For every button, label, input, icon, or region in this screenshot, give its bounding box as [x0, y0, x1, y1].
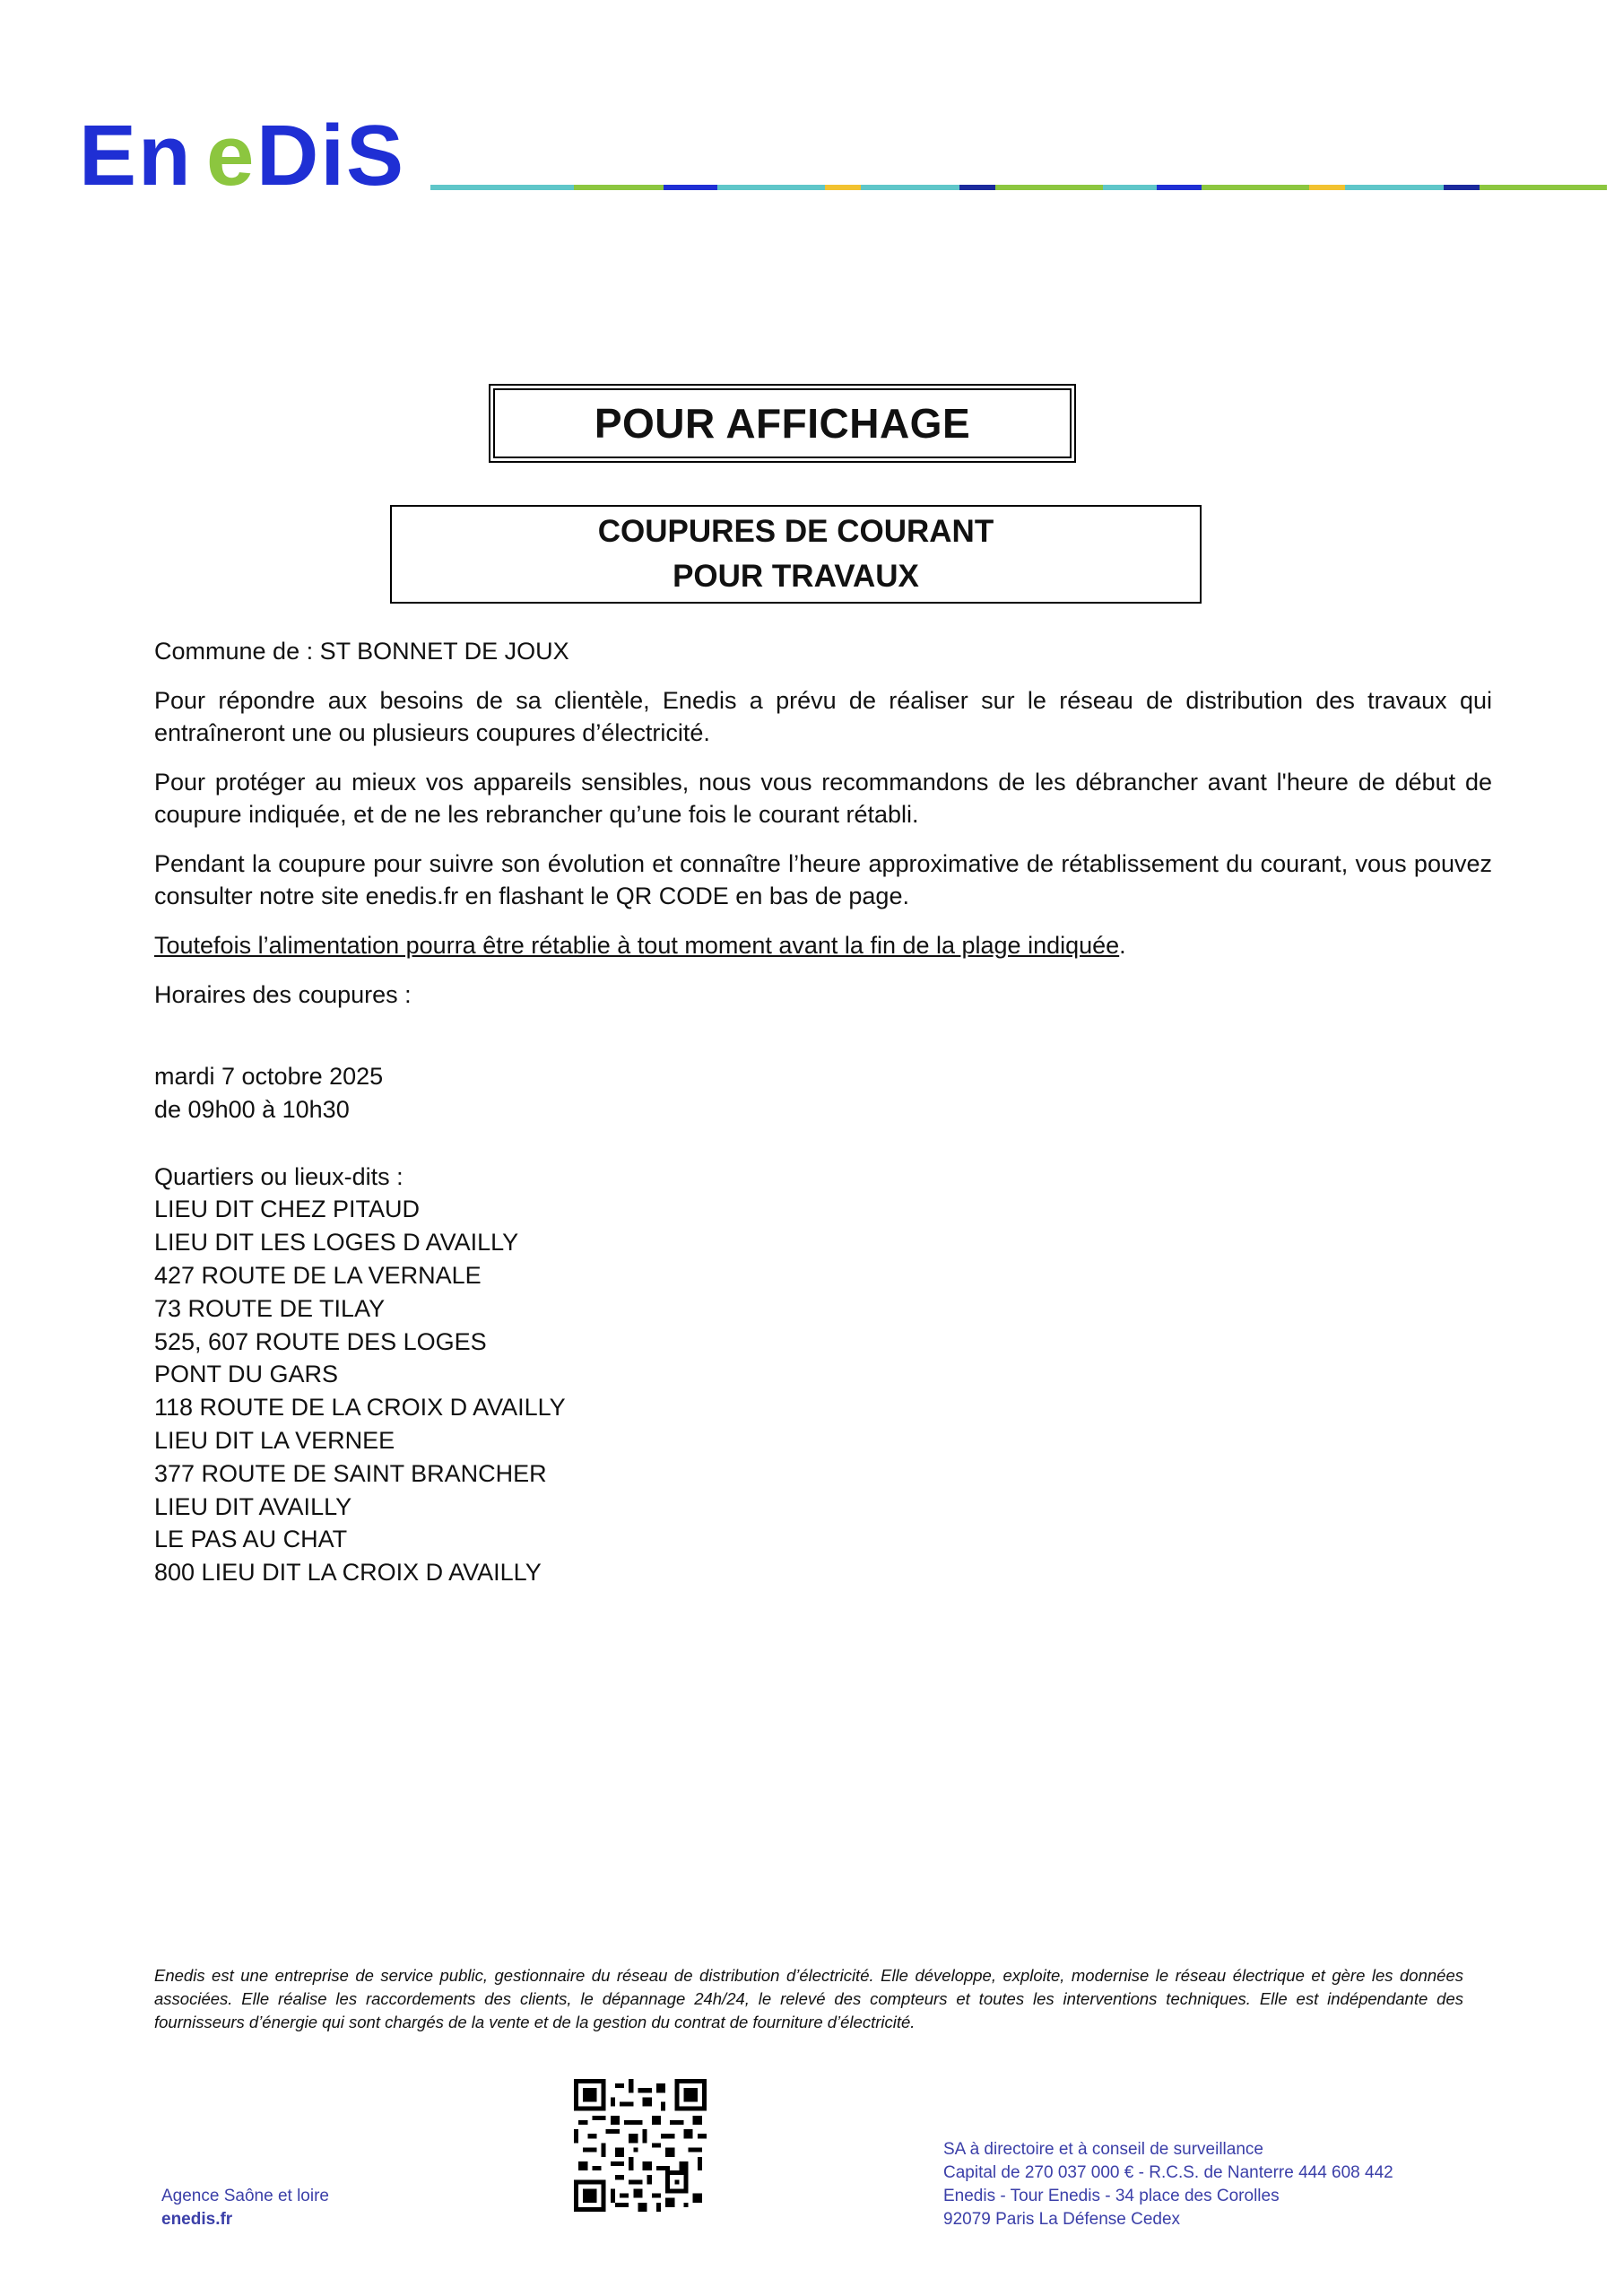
paragraph-3: Pendant la coupure pour suivre son évolution et connaître l’heure approximative de rétablissement du courant, vous pouvez consulter notre site enedis.fr en flashant le QR CODE en bas de page. — [154, 850, 1492, 909]
legal-line-2: Capital de 270 037 000 € - R.C.S. de Nanterre 444 608 442 — [943, 2163, 1393, 2182]
agency-info — [161, 2185, 329, 2231]
header-color-line — [430, 185, 1607, 190]
list-item: 73 ROUTE DE TILAY — [154, 1294, 386, 1322]
schedule-time: de 09h00 à 10h30 — [154, 1095, 350, 1123]
schedule-date: mardi 7 octobre 2025 — [154, 1063, 384, 1090]
list-item: LIEU DIT LES LOGES D AVAILLY — [154, 1229, 519, 1257]
subtitle-box — [390, 505, 1202, 604]
enedis-logo — [79, 117, 420, 197]
restoration-warning: Toutefois l’alimentation pourra être rétablie à tout moment avant la fin de la plage indiquée — [154, 932, 1120, 959]
qr-code-icon[interactable] — [574, 2079, 707, 2212]
agency-site-link[interactable] — [161, 2208, 329, 2231]
period: . — [1119, 932, 1126, 959]
subtitle-line-1: COUPURES DE COURANT — [597, 514, 994, 549]
paragraph-4 — [154, 929, 1492, 961]
list-item: PONT DU GARS — [154, 1361, 339, 1388]
list-item: 427 ROUTE DE LA VERNALE — [154, 1261, 482, 1289]
schedule — [154, 1060, 1492, 1126]
places-label: Quartiers ou lieux-dits : — [154, 1162, 404, 1190]
list-item: LIEU DIT CHEZ PITAUD — [154, 1196, 421, 1223]
legal-line-4: 92079 Paris La Défense Cedex — [943, 2210, 1181, 2229]
title-box — [489, 384, 1076, 463]
list-item: 377 ROUTE DE SAINT BRANCHER — [154, 1459, 547, 1487]
svg-text:En: En — [79, 117, 193, 197]
paragraph-2: Pour protéger au mieux vos appareils sensibles, nous vous recommandons de les débrancher avant l'heure de début de coupure indiquée, et de ne les rebrancher qu’une fois le courant rétabli. — [154, 769, 1492, 828]
legal-line-3: Enedis - Tour Enedis - 34 place des Corolles — [943, 2187, 1280, 2205]
list-item: 800 LIEU DIT LA CROIX D AVAILLY — [154, 1559, 542, 1587]
paragraph-1: Pour répondre aux besoins de sa clientèle, Enedis a prévu de réaliser sur le réseau de distribution des travaux qui entraîneront une ou plusieurs coupures d’électricité. — [154, 687, 1492, 746]
list-item: 118 ROUTE DE LA CROIX D AVAILLY — [154, 1394, 566, 1422]
list-item: LE PAS AU CHAT — [154, 1526, 348, 1553]
places-list — [154, 1161, 1492, 1589]
notice-body — [154, 635, 1492, 1589]
footer-note: Enedis est une entreprise de service public, gestionnaire du réseau de distribution d’électricité. Elle développe, exploite, modernise le réseau électrique et gère les données associées. Elle réalise les raccordements des clients, le dépannage 24h/24, le relevé des compteurs et toutes les interventions techniques. Elle est indépendante des fournisseurs d’énergie qui sont chargés de la vente et de la gestion du contrat de fourniture d’électricité. — [154, 1966, 1463, 2031]
svg-text:DiS: DiS — [256, 117, 406, 197]
agency-name: Agence Saône et loire — [161, 2187, 329, 2205]
list-item: LIEU DIT LA VERNEE — [154, 1426, 395, 1454]
commune-line: Commune de : ST BONNET DE JOUX — [154, 638, 569, 665]
horaires-label: Horaires des coupures : — [154, 981, 412, 1008]
svg-text:e: e — [206, 117, 255, 197]
legal-line-1: SA à directoire et à conseil de surveillance — [943, 2140, 1263, 2159]
page-title: POUR AFFICHAGE — [594, 400, 971, 447]
agency-site-text: enedis.fr — [161, 2210, 233, 2229]
list-item: LIEU DIT AVAILLY — [154, 1492, 352, 1520]
subtitle-line-2: POUR TRAVAUX — [673, 559, 919, 594]
list-item: 525, 607 ROUTE DES LOGES — [154, 1327, 487, 1355]
legal-info — [943, 2138, 1393, 2231]
